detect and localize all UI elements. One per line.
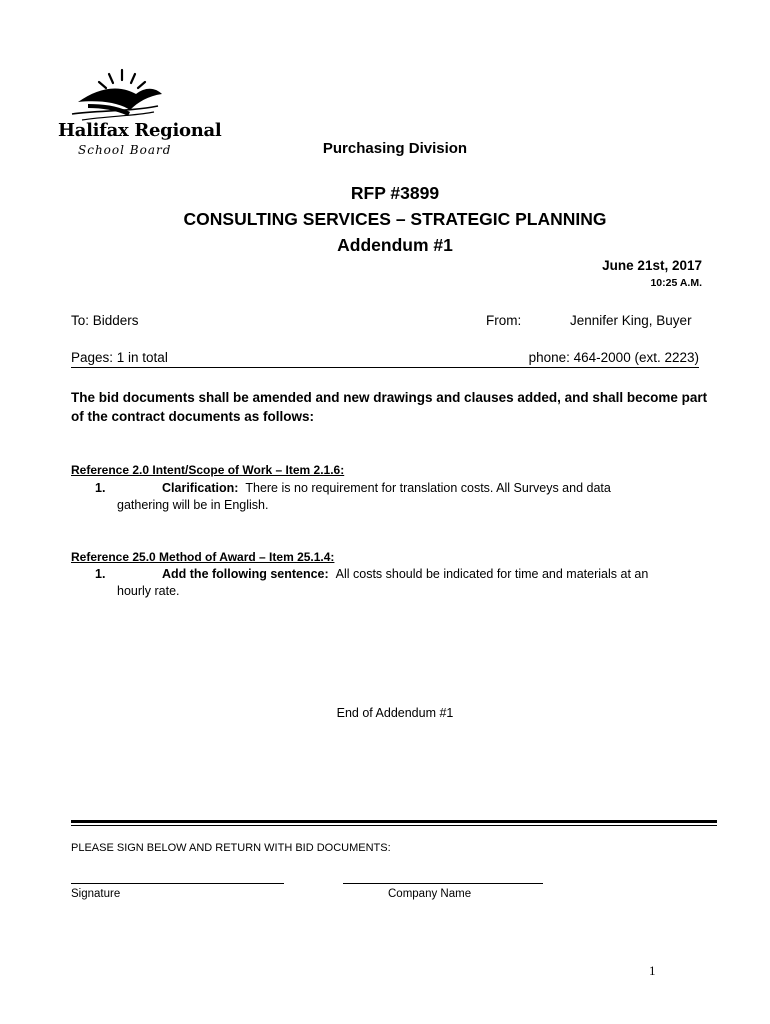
item-number: 1. bbox=[95, 481, 106, 495]
company-name-label: Company Name bbox=[388, 888, 472, 900]
divider-thick bbox=[71, 820, 717, 823]
logo-text-name: Halifax Regional bbox=[58, 120, 222, 141]
reference-item bbox=[71, 480, 711, 516]
rfp-subject: CONSULTING SERVICES – STRATEGIC PLANNING bbox=[183, 209, 607, 229]
memo-pages: Pages: 1 in total bbox=[71, 350, 168, 365]
divider-thin bbox=[71, 825, 717, 826]
item-text: All costs should be indicated for time and materials at an bbox=[335, 567, 649, 581]
company-name-line[interactable] bbox=[343, 874, 543, 884]
item-number: 1. bbox=[95, 567, 106, 581]
reference-heading: Reference 25.0 Method of Award – Item 25.1.4: bbox=[71, 550, 335, 564]
item-lead: Add the following sentence: All costs should be indicated for time and materials at an bbox=[162, 567, 649, 581]
issue-time: 10:25 A.M. bbox=[650, 277, 702, 289]
pages-phone-row bbox=[71, 350, 699, 368]
memo-phone: phone: 464-2000 (ext. 2223) bbox=[528, 350, 699, 365]
rfp-number: RFP #3899 bbox=[350, 183, 440, 203]
item-text: There is no requirement for translation costs. All Surveys and data bbox=[245, 481, 611, 495]
division-heading: Purchasing Division bbox=[322, 140, 468, 157]
memo-to: To: Bidders bbox=[71, 313, 139, 328]
reference-heading: Reference 2.0 Intent/Scope of Work – Item 2.1.6: bbox=[71, 463, 345, 477]
item-continuation: hourly rate. bbox=[117, 584, 180, 598]
sign-instruction: PLEASE SIGN BELOW AND RETURN WITH BID DOCUMENTS: bbox=[71, 842, 391, 854]
addendum-title: Addendum #1 bbox=[337, 235, 453, 255]
item-lead: Clarification: There is no requirement for translation costs. All Surveys and data bbox=[162, 481, 611, 495]
issue-date: June 21st, 2017 bbox=[602, 258, 702, 273]
logo-text-subtitle: School Board bbox=[78, 143, 172, 157]
signature-line[interactable] bbox=[71, 874, 284, 884]
memo-from-value: Jennifer King, Buyer bbox=[570, 313, 692, 328]
page-number: 1 bbox=[649, 963, 656, 978]
end-of-addendum: End of Addendum #1 bbox=[336, 706, 454, 720]
item-continuation: gathering will be in English. bbox=[117, 498, 269, 512]
reference-item bbox=[71, 566, 711, 602]
memo-from-label: From: bbox=[486, 313, 522, 328]
intro-paragraph: The bid documents shall be amended and new drawings and clauses added, and shall become part of the contract documents as follows: bbox=[71, 390, 708, 424]
signature-label: Signature bbox=[71, 888, 121, 900]
